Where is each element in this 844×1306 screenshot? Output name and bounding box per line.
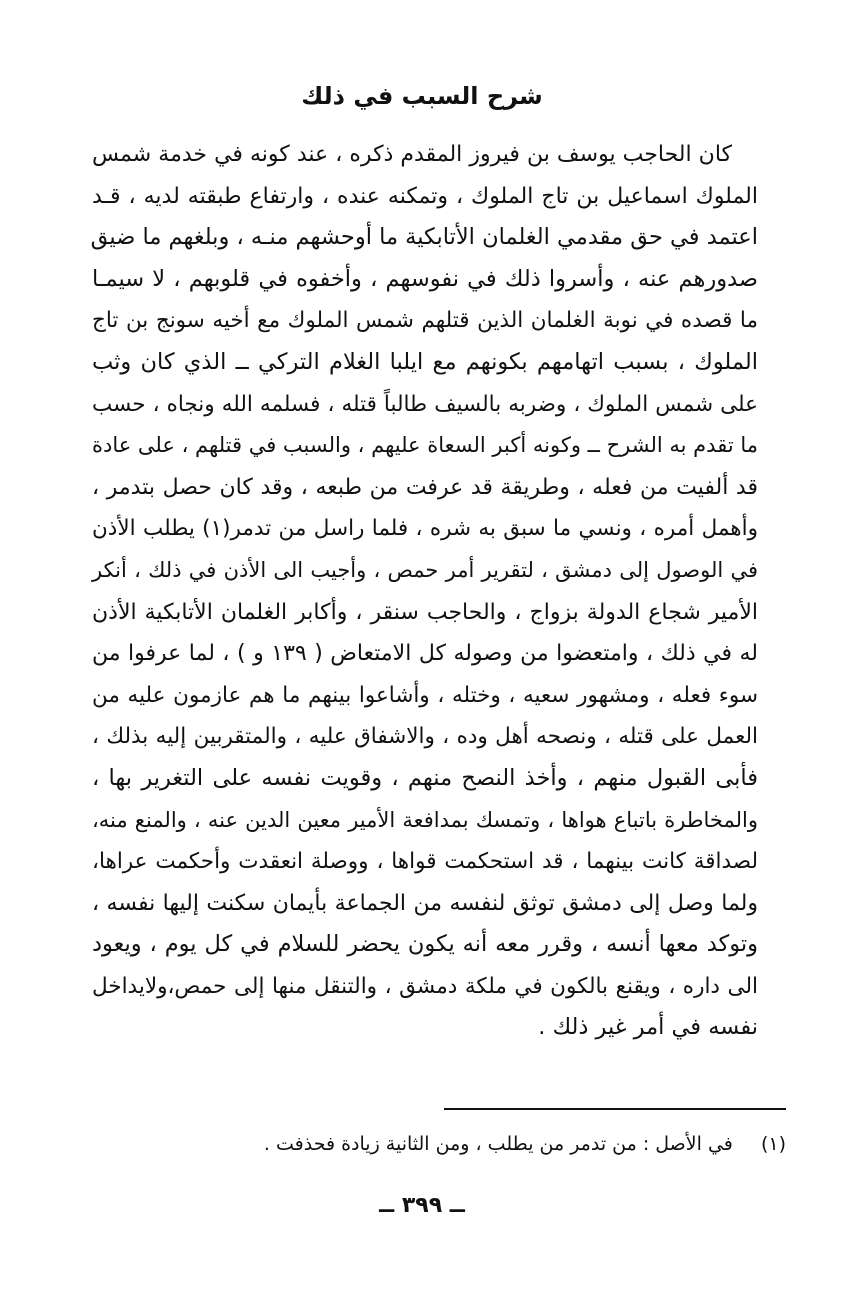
text-line: وأهمل أمره ، ونسي ما سبق به شره ، فلما راسل من تدمر(١) يطلب الأذن	[92, 516, 758, 542]
text-line: والمخاطرة باتباع هواها ، وتمسك بمدافعة الأمير معين الدين عنه ، والمنع منه،	[92, 807, 758, 832]
footnote-divider	[444, 1108, 786, 1110]
text-line: فأبى القبول منهم ، وأخذ النصح منهم ، وقويت نفسه على التغرير بها ،	[92, 764, 758, 791]
text-line: وتوكد معها أنسه ، وقرر معه أنه يكون يحضر للسلام في كل يوم ، ويعود	[92, 931, 758, 958]
text-line: قد ألفيت من فعله ، وطريقة قد عرفت من طبعه ، وقد كان حصل بتدمر ،	[92, 474, 758, 500]
text-line: الملوك ، بسبب اتهامهم بكونهم مع ايلبا الغلام التركي ــ الذي كان وثب	[92, 348, 758, 375]
text-line: نفسه في أمر غير ذلك .	[538, 1014, 758, 1041]
text-line: له في ذلك ، وامتعضوا من وصوله كل الامتعاض ( ١٣٩ و ) ، لما عرفوا من	[92, 641, 759, 667]
text-line: ما تقدم به الشرح ــ وكونه أكبر السعاة عليهم ، والسبب في قتلهم ، على عادة	[91, 433, 758, 458]
section-heading: شرح السبب في ذلك	[301, 82, 543, 110]
text-line: ما قصده في نوبة الغلمان الذين قتلهم شمس الملوك مع أخيه سونج بن تاج	[92, 308, 758, 334]
text-line: لصداقة كانت بينهما ، قد استحكمت قواها ، ووصلة انعقدت وأحكمت عراها،	[92, 849, 758, 875]
text-line: ولما وصل إلى دمشق توثق لنفسه من الجماعة بأيمان سكنت إليها نفسه ،	[92, 890, 758, 916]
footnote-text: في الأصل : من تدمر من يطلب ، ومن الثانية زيادة فحذفت .	[263, 1133, 733, 1155]
footnote	[66, 1124, 786, 1164]
text-line: الأمير شجاع الدولة بزواج ، والحاجب سنقر ، وأكابر الغلمان الأتابكية الأذن	[92, 599, 758, 625]
text-line: الى داره ، ويقنع بالكون في ملكة دمشق ، والتنقل منها إلى حمص،ولايداخل	[92, 973, 758, 999]
text-line: العمل على قتله ، ونصحه أهل وده ، والاشفاق عليه ، والمتقربين إليه بذلك ،	[92, 724, 758, 750]
footnote-number: (١)	[760, 1133, 786, 1155]
text-line: على شمس الملوك ، وضربه بالسيف طالباً قتله ، فسلمه الله ونجاه ، حسب	[92, 391, 758, 417]
text-line: في الوصول إلى دمشق ، لتقرير أمر حمص ، وأجيب الى الأذن في ذلك ، أنكر	[92, 557, 758, 582]
page-number: ــ ٣٩٩ ــ	[379, 1193, 465, 1218]
text-line: صدورهم عنه ، وأسروا ذلك في نفوسهم ، وأخفوه في قلوبهم ، لا سيمـا	[92, 265, 758, 292]
text-line: اعتمد في حق مقدمي الغلمان الأتابكية ما أوحشهم منـه ، وبلغهم ما ضيق	[90, 224, 758, 251]
text-line: سوء فعله ، ومشهور سعيه ، وختله ، وأشاعوا بينهم ما هم عازمون عليه من	[92, 682, 758, 708]
body-text	[92, 134, 758, 1049]
text-line: الملوك اسماعيل بن تاج الملوك ، وتمكنه عنده ، وارتفاع طبقته لديه ، قـد	[92, 183, 758, 209]
text-line: كان الحاجب يوسف بن فيروز المقدم ذكره ، عند كونه في خدمة شمس	[92, 142, 732, 167]
